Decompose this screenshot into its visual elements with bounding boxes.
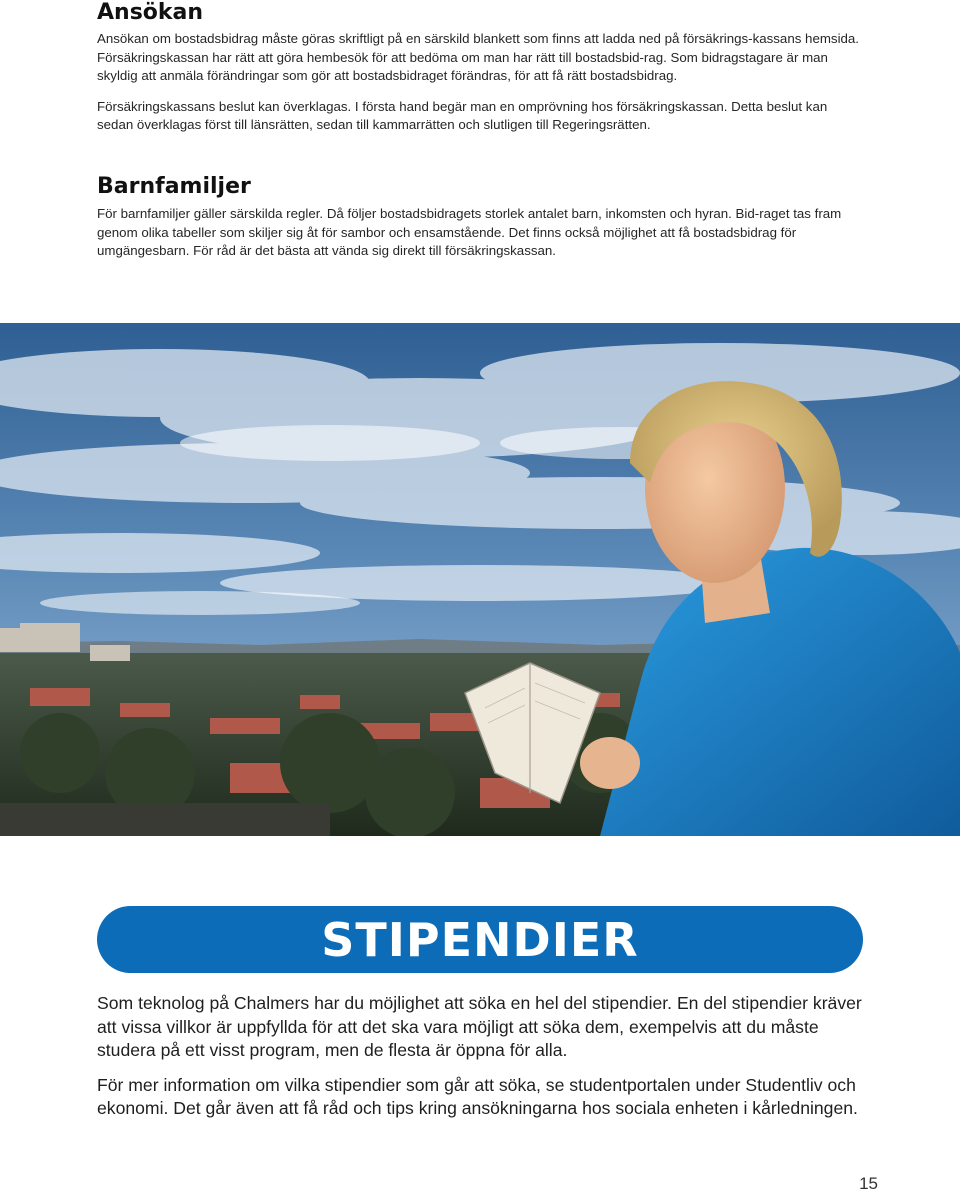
paragraph-stipendier-2: För mer information om vilka stipendier som går att söka, se studentportalen under Studentliv och ekonomi. Det går även att få råd och tips kring ansökningarna hos sociala enheten i kårledningen. <box>97 1074 858 1118</box>
section-barnfamiljer <box>97 174 867 261</box>
paragraph-barnfamiljer: För barnfamiljer gäller särskilda regler. Då följer bostadsbidragets storlek antalet barn, inkomsten och hyran. Bid-raget tas fram genom olika tabeller som skiljer sig åt för sambor och ensamstående. Det finns också möjlighet att få bostadsbidrag för umgängesbarn. För råd är det bästa att vända sig direkt till försäkringskassan. <box>97 206 842 259</box>
page-number: 15 <box>859 1174 878 1193</box>
photo-woman-reading-over-city <box>0 323 960 836</box>
heading-barnfamiljer: Barnfamiljer <box>97 174 251 199</box>
section-ansokan <box>97 0 867 135</box>
stipendier-banner-title: STIPENDIER <box>321 912 639 967</box>
section-stipendier <box>97 992 867 1121</box>
paragraph-ansokan-1: Ansökan om bostadsbidrag måste göras skriftligt på en särskild blankett som finns att ladda ned på försäkrings-kassans hemsida. Försäkringskassan har rätt att göra hembesök för att bedöma om man har rätt till bostadsbid-rag. Som bidragstagare är man skyldig att anmäla förändringar som gör att bostadsbidraget förändras, för att få rätt bostadsbidrag. <box>97 31 860 84</box>
stipendier-banner <box>97 906 863 973</box>
heading-ansokan: Ansökan <box>97 0 204 25</box>
paragraph-ansokan-2: Försäkringskassans beslut kan överklagas. I första hand begär man en omprövning hos försäkringskassan. Detta beslut kan sedan överklagas först till länsrätten, sedan till kammarrätten och slutligen till Regeringsrätten. <box>97 98 828 133</box>
paragraph-stipendier-1: Som teknolog på Chalmers har du möjlighet att söka en hel del stipendier. En del stipendier kräver att vissa villkor är uppfyllda för att det ska vara möjligt att söka dem, exempelvis att du måste studera på ett visst program, men de flesta är öppna för alla. <box>97 993 862 1060</box>
